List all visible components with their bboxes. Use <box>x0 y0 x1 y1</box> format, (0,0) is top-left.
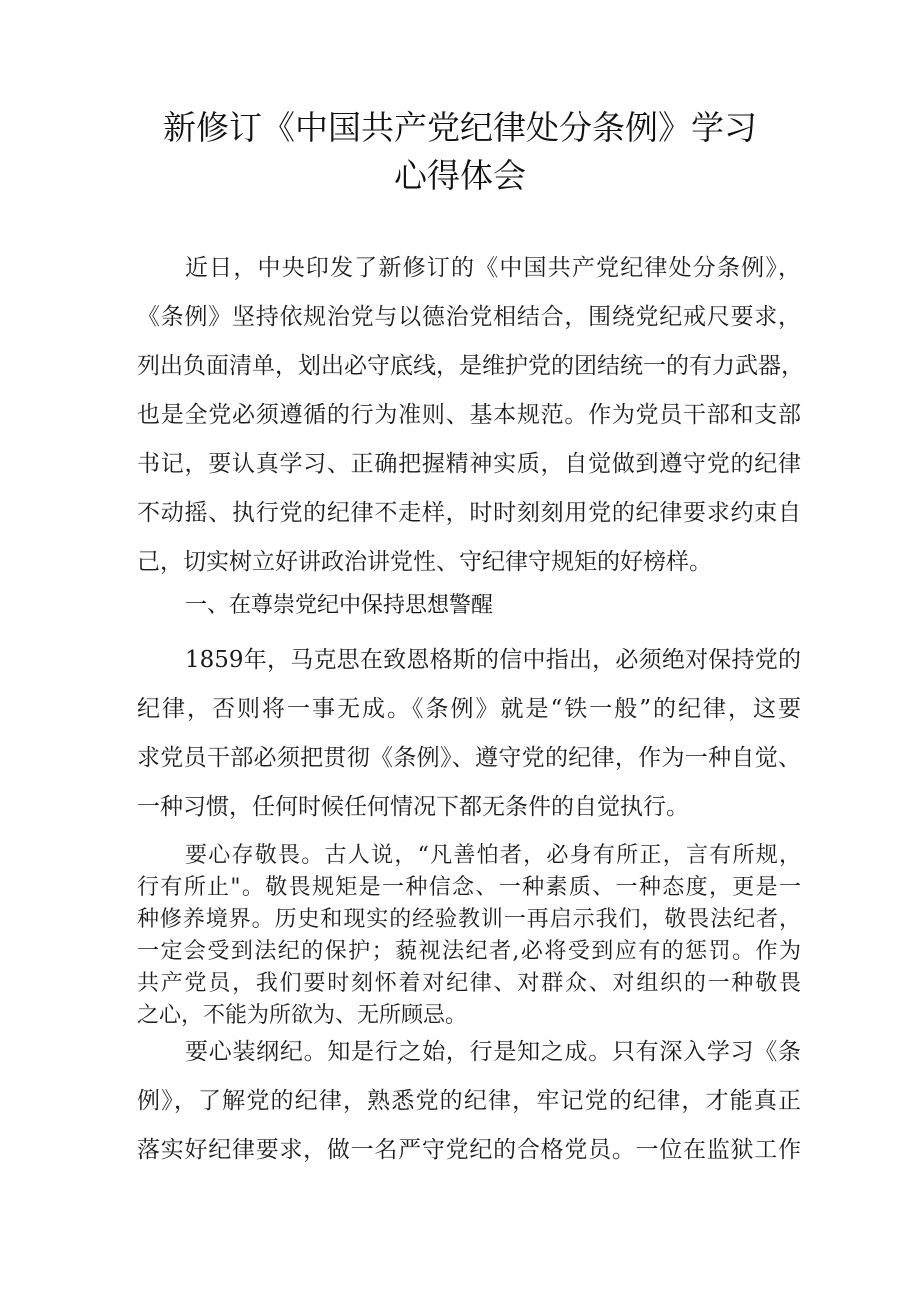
paragraph-line: 列出负面清单，划出必守底线，是维护党的团结统一的有力武器， <box>137 353 804 379</box>
paragraph-line: 己，切实树立好讲政治讲党性、守纪律守规矩的好榜样。 <box>137 549 712 575</box>
paragraph-line: 一定会受到法纪的保护；藐视法纪者,必将受到应有的惩罚。作为 <box>137 939 801 964</box>
paragraph-line: 落实好纪律要求，做一名严守党纪的合格党员。一位在监狱工作 <box>137 1137 801 1163</box>
paragraph-line: 书记，要认真学习、正确把握精神实质，自觉做到遵守党的纪律 <box>137 451 801 477</box>
paragraph-line: 共产党员，我们要时刻怀着对纪律、对群众、对组织的一种敬畏 <box>137 971 801 996</box>
paragraph-line: 也是全党必须遵循的行为准则、基本规范。作为党员干部和支部 <box>137 402 801 428</box>
paragraph-line: 近日，中央印发了新修订的《中国共产党纪律处分条例》， <box>185 255 801 281</box>
section-heading: 一、在尊崇党纪中保持思想警醒 <box>185 593 494 618</box>
paragraph-line: 要心装纲纪。知是行之始，行是知之成。只有深入学习《条 <box>185 1039 801 1065</box>
paragraph-line: 一种习惯，任何时候任何情况下都无条件的自觉执行。 <box>137 794 689 820</box>
paragraph-line: 纪律，否则将一事无成。《条例》就是“铁一般”的纪律，这要 <box>137 696 801 722</box>
paragraph-line: 不动摇、执行党的纪律不走样，时时刻刻用党的纪律要求约束自 <box>137 500 801 526</box>
paragraph-line: 例》，了解党的纪律，熟悉党的纪律，牢记党的纪律，才能真正 <box>137 1088 801 1114</box>
paragraph-line: 求党员干部必须把贯彻《条例》、遵守党的纪律，作为一种自觉、 <box>137 745 801 771</box>
paragraph-line: 《条例》坚持依规治党与以德治党相结合，围绕党纪戒尺要求， <box>137 304 801 330</box>
paragraph-line: 之心，不能为所欲为、无所顾忌。 <box>137 1003 468 1028</box>
paragraph-line: 要心存敬畏。古人说，“凡善怕者，必身有所正，言有所规， <box>185 843 801 868</box>
document-title-line-1: 新修订《中国共产党纪律处分条例》学习 <box>163 108 757 147</box>
paragraph-line: 行有所止"。敬畏规矩是一种信念、一种素质、一种态度，更是一 <box>137 875 801 900</box>
paragraph-line: 1859年，马克思在致恩格斯的信中指出，必须绝对保持党的 <box>185 647 801 673</box>
paragraph-line: 种修养境界。历史和现实的经验教训一再启示我们，敬畏法纪者， <box>137 907 801 932</box>
document-title-line-2: 心得体会 <box>394 156 526 195</box>
